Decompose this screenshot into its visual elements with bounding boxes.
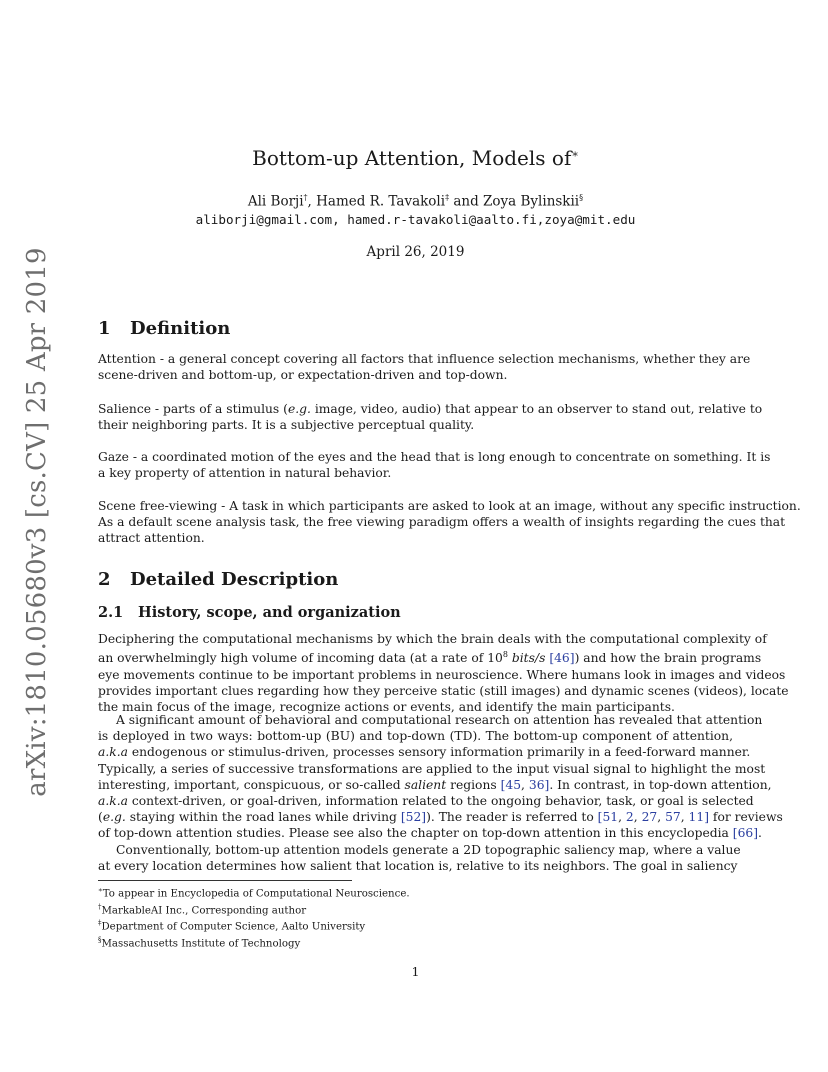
page-number: 1	[411, 964, 420, 979]
text-line: a.k.a context-driven, or goal-driven, information related to the ongoing behavior, task, or goal is selected	[98, 794, 754, 809]
subsection-number: 2.1	[98, 604, 124, 621]
text-line: Salience - parts of a stimulus (e.g. image, video, audio) that appear to an observer to stand out, relative to	[98, 402, 763, 416]
history-paragraph-2	[98, 712, 783, 842]
paper-date: April 26, 2019	[366, 244, 465, 260]
text-line: a key property of attention in natural behavior.	[98, 466, 392, 481]
paper-title	[98, 146, 733, 170]
citation-link[interactable]: 57	[665, 810, 681, 825]
text-line: a.k.a endogenous or stimulus-driven, processes sensory information primarily in a feed-forward manner.	[98, 745, 751, 760]
citation-link[interactable]: [51	[597, 810, 619, 825]
footnote: †MarkableAI Inc., Corresponding author	[98, 902, 307, 917]
citation-link[interactable]: [46]	[549, 651, 575, 666]
section-heading-definition	[98, 318, 230, 339]
section-number: 2	[98, 569, 111, 590]
citation-link[interactable]: [45	[500, 777, 522, 792]
citation-link[interactable]: 36]	[528, 777, 550, 792]
text-line: at every location determines how salient that location is, relative to its neighbors. The goal in saliency	[98, 859, 738, 874]
footnote: ‡Department of Computer Science, Aalto University	[98, 919, 366, 933]
text-line: eye movements continue to be important problems in neuroscience. Where humans look in images and videos	[98, 667, 786, 682]
author-mark: §	[579, 193, 584, 202]
title-footnote-mark: ∗	[571, 147, 579, 161]
text-line: Gaze - a coordinated motion of the eyes and the head that is long enough to concentrate on something. It is	[98, 450, 771, 464]
footnote: §Massachusetts Institute of Technology	[98, 936, 301, 950]
text-line: Typically, a series of successive transformations are applied to the input visual signal to highlight the most	[98, 761, 766, 776]
subsection-title: History, scope, and organization	[138, 604, 401, 621]
text-line: their neighboring parts. It is a subjective perceptual quality.	[98, 418, 475, 433]
text-line: As a default scene analysis task, the free viewing paradigm offers a wealth of insights regarding the cues that	[98, 515, 786, 530]
text-line: of top-down attention studies. Please see also the chapter on top-down attention in this encyclopedia [66].	[98, 826, 762, 841]
text-line: A significant amount of behavioral and computational research on attention has revealed that attention	[116, 713, 763, 727]
text-line: interesting, important, conspicuous, or so-called salient regions [45, 36]. In contrast, in top-down attention,	[98, 777, 772, 792]
text-line: scene-driven and bottom-up, or expectation-driven and top-down.	[98, 368, 508, 383]
author-name: Hamed R. Tavakoli	[316, 193, 446, 210]
author-list: Ali Borji†, Hamed R. Tavakoli‡ and Zoya Bylinskii§	[247, 193, 584, 210]
text-line: provides important clues regarding how they perceive static (still images) and dynamic scenes (videos), locate	[98, 683, 789, 698]
arxiv-identifier: arXiv:1810.05680v3 [cs.CV] 25 Apr 2019	[22, 247, 52, 797]
text-line: (e.g. staying within the road lanes while driving [52]). The reader is referred to [51, 2, 27, 57, 11] for reviews	[98, 810, 783, 825]
definition-gaze	[98, 449, 771, 481]
author-mark: †	[303, 193, 308, 202]
history-paragraph-3	[98, 842, 741, 874]
citation-link[interactable]: 2	[625, 810, 634, 825]
title-text: Bottom-up Attention, Models of	[252, 146, 572, 170]
footnotes	[98, 884, 410, 951]
citation-link[interactable]: 11]	[688, 810, 709, 825]
text-line: an overwhelmingly high volume of incoming data (at a rate of $10^8$ bits/s [46]) and how the brain programs	[98, 650, 762, 666]
author-name: Ali Borji	[247, 193, 304, 210]
citation-link[interactable]: [66]	[732, 826, 759, 841]
author-name: Zoya Bylinskii	[483, 193, 580, 210]
section-title: Definition	[130, 318, 231, 339]
definition-free-viewing	[98, 498, 801, 547]
author-mark: ‡	[445, 193, 450, 202]
text-line: attract attention.	[98, 531, 205, 546]
section-number: 1	[98, 318, 111, 339]
section-title: Detailed Description	[130, 569, 339, 590]
history-paragraph-1	[98, 631, 789, 715]
author-emails: aliborji@gmail.com, hamed.r-tavakoli@aalto.fi,zoya@mit.edu	[195, 212, 636, 227]
definition-attention	[98, 351, 751, 383]
definition-salience	[98, 401, 763, 433]
section-heading-detailed-description	[98, 569, 338, 590]
footnote: ∗To appear in Encyclopedia of Computational Neuroscience.	[98, 886, 410, 900]
text-line: Attention - a general concept covering all factors that influence selection mechanisms, whether they are	[98, 352, 751, 366]
footnote-rule	[98, 880, 352, 881]
citation-link[interactable]: 27	[641, 810, 658, 825]
citation-link[interactable]: [52]	[400, 810, 427, 825]
text-line: Deciphering the computational mechanisms by which the brain deals with the computational complexity of	[98, 632, 767, 646]
text-line: is deployed in two ways: bottom-up (BU) and top-down (TD). The bottom-up component of attention,	[98, 729, 733, 744]
text-line: Conventionally, bottom-up attention models generate a 2D topographic saliency map, where a value	[116, 843, 741, 857]
subsection-heading-history	[98, 604, 401, 621]
text-line: the main focus of the image, recognize actions or events, and identify the main participants.	[98, 699, 675, 714]
text-line: Scene free-viewing - A task in which participants are asked to look at an image, without any specific instruction.	[98, 499, 801, 513]
